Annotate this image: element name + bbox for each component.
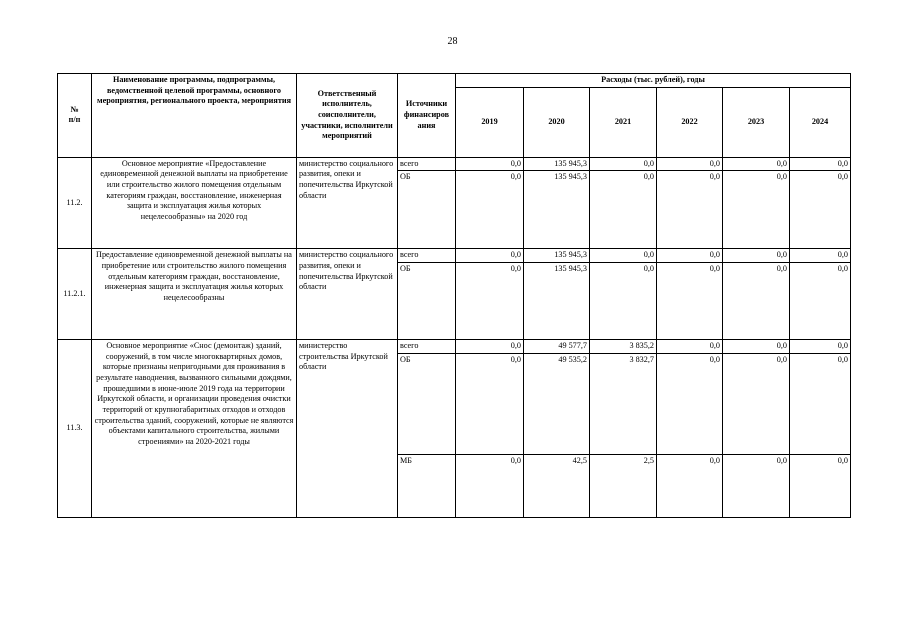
budget-table (57, 73, 851, 518)
row-value: 3 835,2 (590, 339, 657, 353)
row-executor: министерство социального развития, опеки и попечительства Иркутской области (297, 249, 398, 340)
row-value: 135 945,3 (524, 171, 590, 249)
row-value: 0,0 (657, 249, 723, 263)
row-value: 0,0 (790, 249, 851, 263)
table-row (58, 249, 851, 263)
row-value: 0,0 (657, 454, 723, 517)
row-value: 135 945,3 (524, 249, 590, 263)
page-number: 28 (447, 36, 458, 47)
header-year: 2023 (723, 87, 790, 157)
row-source: всего (398, 249, 456, 263)
table-row (58, 157, 851, 171)
row-name: Основное мероприятие «Снос (демонтаж) зданий, сооружений, в том числе многоквартирных домов, которые признаны непригодными для проживания в результате наводнения, вызванного сильными дождями, прошедшими в июне-июле 2019 года на территории Иркутской области, и организации проведения очистки территорий от крупногабаритных отходов и отходов строительства зданий, сооружений, которые не являются объектами капитального строительства, жилыми строениями» на 2020-2021 годы (92, 339, 297, 517)
row-executor: министерство строительства Иркутской области (297, 339, 398, 517)
row-value: 0,0 (790, 339, 851, 353)
header-year: 2021 (590, 87, 657, 157)
row-value: 3 832,7 (590, 353, 657, 454)
row-value: 42,5 (524, 454, 590, 517)
row-name: Основное мероприятие «Предоставление единовременной денежной выплаты на приобретение или строительство жилого помещения отдельным категориям граждан, восстановление, инженерная защита и эксплуатация жилья которых нецелесообразны» на 2020 год (92, 157, 297, 249)
row-value: 0,0 (456, 157, 524, 171)
row-value: 0,0 (590, 157, 657, 171)
row-value: 0,0 (657, 353, 723, 454)
row-value: 0,0 (456, 339, 524, 353)
row-value: 0,0 (657, 262, 723, 339)
header-year: 2019 (456, 87, 524, 157)
row-source: МБ (398, 454, 456, 517)
row-value: 49 577,7 (524, 339, 590, 353)
row-value: 0,0 (790, 262, 851, 339)
row-value: 0,0 (657, 171, 723, 249)
row-value: 0,0 (456, 249, 524, 263)
row-value: 0,0 (723, 353, 790, 454)
row-value: 0,0 (723, 262, 790, 339)
row-value: 0,0 (657, 157, 723, 171)
row-value: 49 535,2 (524, 353, 590, 454)
row-value: 0,0 (456, 262, 524, 339)
row-value: 0,0 (456, 353, 524, 454)
row-name: Предоставление единовременной денежной выплаты на приобретение или строительство жилого помещения отдельным категориям граждан, восстановление, инженерная защита и эксплуатация жилья которых нецелесообразны (92, 249, 297, 340)
row-value: 0,0 (590, 171, 657, 249)
row-source: ОБ (398, 262, 456, 339)
row-value: 0,0 (790, 454, 851, 517)
row-num: 11.2.1. (58, 249, 92, 340)
row-value: 0,0 (723, 249, 790, 263)
header-executor: Ответственный исполнитель, соисполнители, участники, исполнители мероприятий (297, 74, 398, 158)
row-source: всего (398, 339, 456, 353)
header-year: 2022 (657, 87, 723, 157)
header-year: 2024 (790, 87, 851, 157)
header-year: 2020 (524, 87, 590, 157)
row-value: 0,0 (790, 353, 851, 454)
row-value: 0,0 (723, 171, 790, 249)
header-sources: Источники финансиров ания (398, 74, 456, 158)
row-value: 135 945,3 (524, 262, 590, 339)
row-value: 2,5 (590, 454, 657, 517)
row-value: 0,0 (590, 249, 657, 263)
row-num: 11.3. (58, 339, 92, 517)
row-value: 0,0 (456, 171, 524, 249)
row-executor: министерство социального развития, опеки и попечительства Иркутской области (297, 157, 398, 249)
row-value: 0,0 (657, 339, 723, 353)
row-value: 135 945,3 (524, 157, 590, 171)
row-source: всего (398, 157, 456, 171)
table-row (58, 339, 851, 353)
row-value: 0,0 (456, 454, 524, 517)
row-source: ОБ (398, 353, 456, 454)
row-value: 0,0 (723, 454, 790, 517)
header-expenses: Расходы (тыс. рублей), годы (456, 74, 851, 88)
row-num: 11.2. (58, 157, 92, 249)
row-value: 0,0 (790, 157, 851, 171)
row-source: ОБ (398, 171, 456, 249)
header-name: Наименование программы, подпрограммы, ведомственной целевой программы, основного мероприятия, регионального проекта, мероприятия (92, 74, 297, 158)
row-value: 0,0 (723, 157, 790, 171)
header-num: № п/п (58, 74, 92, 158)
row-value: 0,0 (790, 171, 851, 249)
row-value: 0,0 (723, 339, 790, 353)
row-value: 0,0 (590, 262, 657, 339)
